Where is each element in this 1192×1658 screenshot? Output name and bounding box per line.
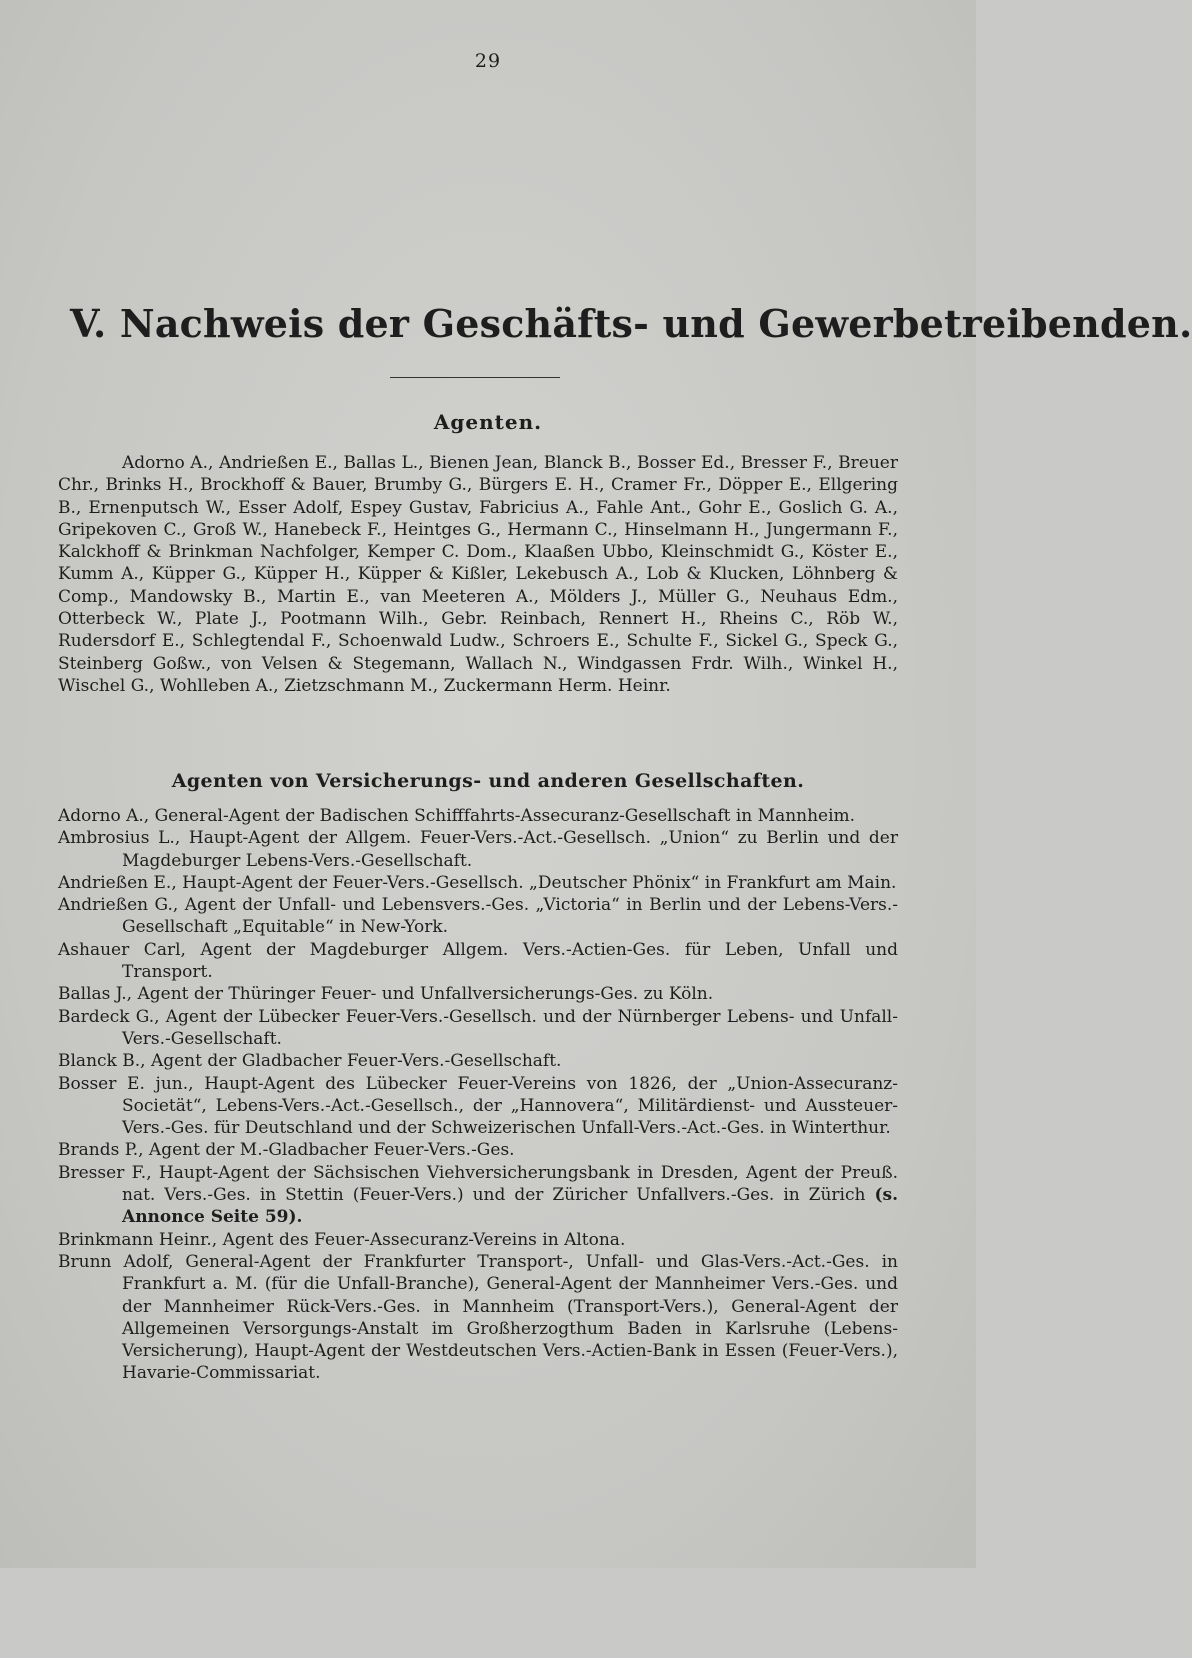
entry-text: Blanck B., Agent der Gladbacher Feuer-Vers.-Gesellschaft.: [58, 1051, 562, 1072]
entry-text: Brunn Adolf, General-Agent der Frankfurter Transport-, Unfall- und Glas-Vers.-Act.-Ges. in Frankfurt a. M. (für die Unfall-Branche), General-Agent der Mannheimer Vers.-Ges. und der Mannheimer Rück-Vers.-Ges. in Mannheim (Transport-Vers.), General-Agent der Allgemeinen Versorgungs-Anstalt im Großherzogthum Baden in Karlsruhe (Lebens-Versicherung), Haupt-Agent der Westdeutschen Vers.-Actien-Bank in Essen (Feuer-Vers.), Havarie-Commissariat.: [58, 1251, 898, 1384]
versicherungs-entries: [58, 805, 898, 1385]
list-item: [58, 1006, 898, 1051]
entry-text: Andrießen G., Agent der Unfall- und Lebensvers.-Ges. „Victoria“ in Berlin und der Lebens-Vers.-Gesellschaft „Equitable“ in New-York.: [58, 895, 898, 938]
list-item: [58, 1050, 898, 1072]
entry-text: Adorno A., General-Agent der Badischen Schifffahrts-Assecuranz-Gesellschaft in Mannheim.: [58, 806, 856, 826]
list-item: [58, 1229, 898, 1251]
entry-text: Brinkmann Heinr., Agent des Feuer-Assecuranz-Vereins in Altona.: [58, 1229, 626, 1250]
entry-text: Bresser F., Haupt-Agent der Sächsischen Viehversicherungsbank in Dresden, Agent der Preuß. nat. Vers.-Ges. in Stettin (Feuer-Vers.) und der Züricher Unfallvers.-Ges. in Zürich: [58, 1162, 898, 1206]
entry-text: Brands P., Agent der M.-Gladbacher Feuer-Vers.-Ges.: [58, 1140, 515, 1161]
list-item: [58, 1162, 898, 1229]
heading-agenten: Agenten.: [433, 410, 543, 434]
list-item: [58, 983, 898, 1005]
list-item: [58, 1073, 898, 1140]
list-item: [58, 872, 898, 894]
annonce-reference: (s. Annonce Seite 59).: [122, 1185, 898, 1228]
agenten-list-paragraph: Adorno A., Andrießen E., Ballas L., Bienen Jean, Blanck B., Bosser Ed., Bresser F., Breuer Chr., Brinks H., Brockhoff & Bauer, Brumby G., Bürgers E. H., Cramer Fr., Döpper E., Ellgering B., Ernenputsch W., Esser Adolf, Espey Gustav, Fabricius A., Fahle Ant., Gohr E., Goslich G. A., Gripekoven C., Groß W., Hanebeck F., Heintges G., Hermann C., Hinselmann H., Jungermann F., Kalckhoff & Brinkman Nachfolger, Kemper C. Dom., Klaaßen Ubbo, Kleinschmidt G., Köster E., Kumm A., Küpper G., Küpper H., Küpper & Kißler, Lekebusch A., Lob & Klucken, Löhnberg & Comp., Mandowsky B., Martin E., van Meeteren A., Mölders J., Müller G., Neuhaus Edm., Otterbeck W., Plate J., Pootmann Wilh., Gebr. Reinbach, Rennert H., Rheins C., Röb W., Rudersdorf E., Schlegtendal F., Schoenwald Ludw., Schroers E., Schulte F., Sickel G., Speck G., Steinberg Goßw., von Velsen & Stegemann, Wallach N., Windgassen Frdr. Wilh., Winkel H., Wischel G., Wohlleben A., Zietzschmann M., Zuckermann Herm. Heinr.: [58, 453, 898, 696]
list-item: [58, 939, 898, 984]
entry-text: Ashauer Carl, Agent der Magdeburger Allgem. Vers.-Actien-Ges. für Leben, Unfall und Transport.: [58, 939, 898, 983]
section-title: V. Nachweis der Geschäfts- und Gewerbetreibenden.: [70, 301, 1192, 346]
title-divider: [390, 377, 560, 378]
list-item: [58, 894, 898, 939]
entry-text: Bosser E. jun., Haupt-Agent des Lübecker Feuer-Vereins von 1826, der „Union-Assecuranz-Societät“, Lebens-Vers.-Act.-Gesellsch., der „Hannovera“, Militärdienst- und Aussteuer-Vers.-Ges. für Deutschland und der Schweizerischen Unfall-Vers.-Act.-Ges. in Winterthur.: [58, 1073, 898, 1139]
entry-text: Andrießen E., Haupt-Agent der Feuer-Vers.-Gesellsch. „Deutscher Phönix“ in Frankfurt am Main.: [58, 872, 897, 893]
heading-versicherungs-agenten: Agenten von Versicherungs- und anderen Gesellschaften.: [171, 770, 805, 792]
entry-text: Bardeck G., Agent der Lübecker Feuer-Vers.-Gesellsch. und der Nürnberger Lebens- und Unfall-Vers.-Gesellschaft.: [58, 1006, 898, 1049]
list-item: [58, 1251, 898, 1385]
list-item: [58, 827, 898, 872]
entry-text: Ambrosius L., Haupt-Agent der Allgem. Feuer-Vers.-Act.-Gesellsch. „Union“ zu Berlin und der Magdeburger Lebens-Vers.-Gesellschaft.: [58, 828, 898, 871]
list-item: [58, 1139, 898, 1161]
entry-text: Ballas J., Agent der Thüringer Feuer- und Unfallversicherungs-Ges. zu Köln.: [58, 984, 714, 1005]
list-item: [58, 805, 898, 827]
page-number: 29: [474, 50, 502, 72]
